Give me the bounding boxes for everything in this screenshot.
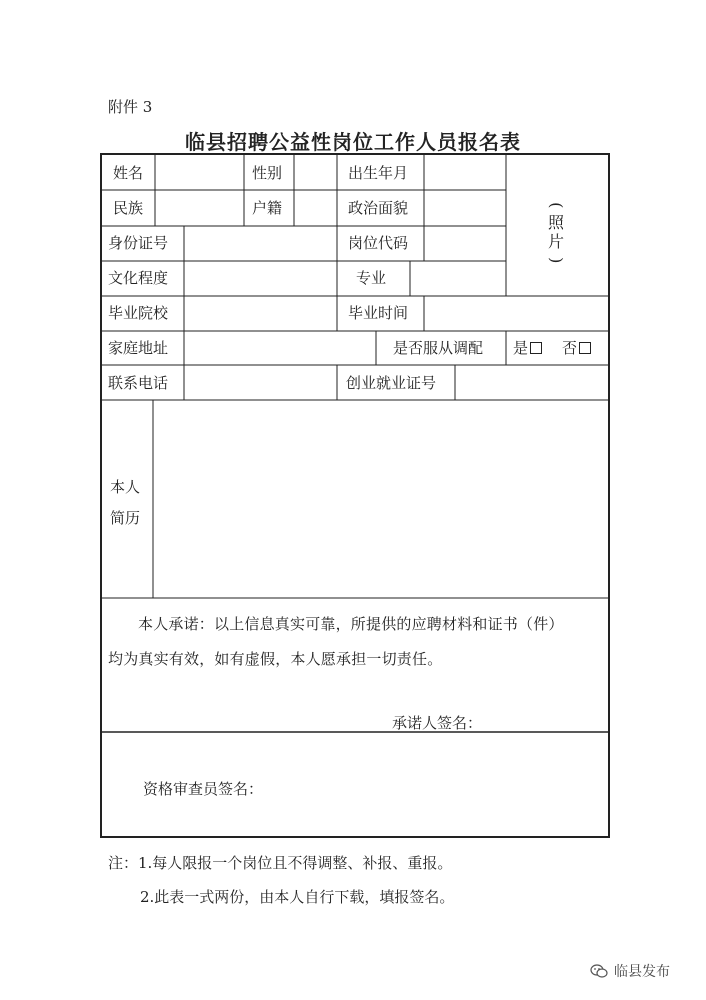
no-option[interactable] [562,341,591,356]
yes-option[interactable] [513,341,542,356]
phone-label: 联系电话 [108,374,169,392]
grad-time-label: 毕业时间 [348,304,409,322]
photo-char: 照 [547,213,564,233]
photo-char: 片 [547,231,564,251]
yes-checkbox[interactable] [530,342,542,354]
address-label: 家庭地址 [108,339,169,357]
school-label: 毕业院校 [108,304,169,322]
reviewer-signature-label: 资格审查员签名： [143,780,264,798]
yes-label: 是 [513,339,529,357]
hukou-label: 户籍 [252,199,283,217]
resume-label-line1: 本人 [110,478,141,496]
gender-label: 性别 [252,164,283,182]
no-checkbox[interactable] [579,342,591,354]
ethnicity-label: 民族 [113,199,144,217]
id-number-label: 身份证号 [108,234,169,252]
watermark [590,961,670,983]
form-title: 临县招聘公益性岗位工作人员报名表 [185,130,521,154]
note-2: 2.此表一式两份，由本人自行下载，填报签名。 [140,888,455,906]
wechat-icon [590,963,608,983]
note-1: 注：1.每人限报一个岗位且不得调整、补报、重报。 [108,854,453,872]
post-code-label: 岗位代码 [348,234,409,252]
obey-label: 是否服从调配 [393,339,484,357]
pledge-line-2: 均为真实有效，如有虚假，本人愿承担一切责任。 [108,650,443,668]
pledge-line-1: 本人承诺：以上信息真实可靠，所提供的应聘材料和证书（件） [138,615,564,633]
politics-label: 政治面貌 [348,199,409,217]
photo-char: ) [547,257,567,264]
photo-char: ( [547,202,567,209]
no-label: 否 [562,339,578,357]
birth-label: 出生年月 [348,164,409,182]
attachment-label: 附件 3 [108,98,153,116]
major-label: 专业 [356,269,387,287]
promisor-signature-label: 承诺人签名： [392,714,483,732]
employment-cert-label: 创业就业证号 [346,374,437,392]
watermark-text: 临县发布 [614,964,670,980]
name-label: 姓名 [113,164,144,182]
resume-label-line2: 简历 [110,509,141,527]
photo-placeholder [546,196,566,270]
education-label: 文化程度 [108,269,169,287]
